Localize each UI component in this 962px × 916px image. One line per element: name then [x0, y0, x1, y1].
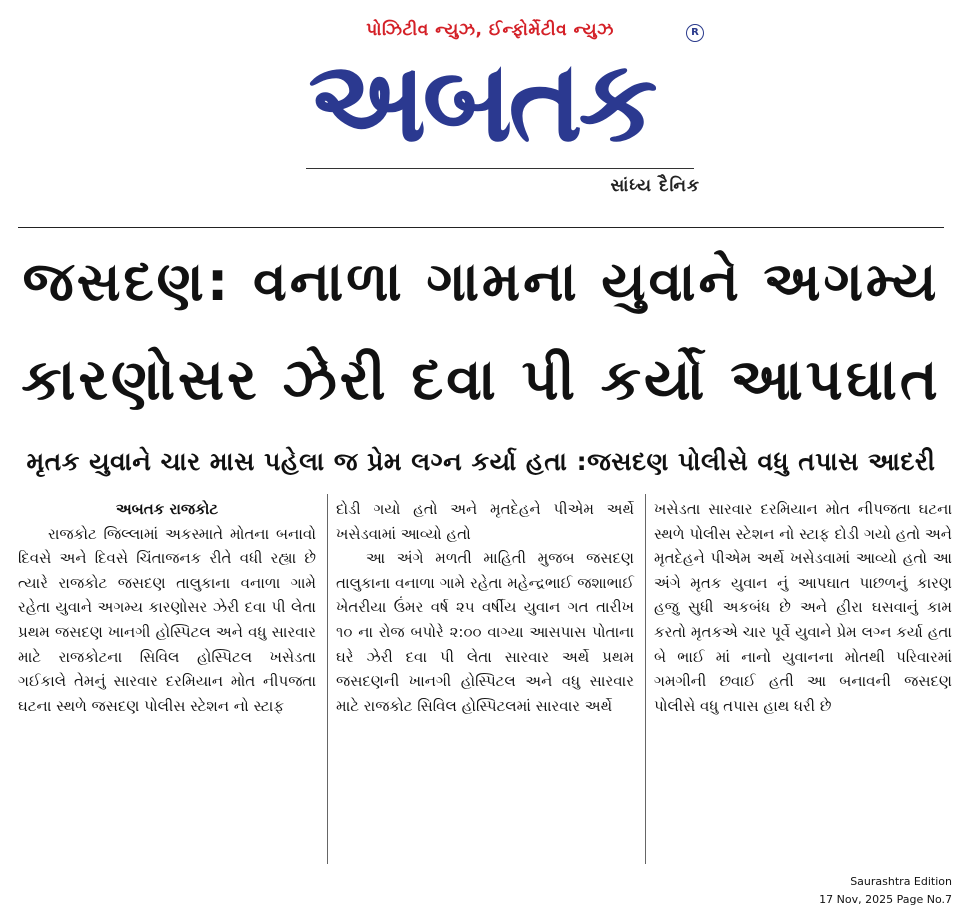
article-paragraph: ખસેડતા સારવાર દરમિયાન મોત નીપજતા ઘટના સ્થળે પોલીસ સ્ટેશન નો સ્ટાફ દોડી ગયો હતો અને મૃતદેહને પીએમ અર્થે ખસેડવામાં આવ્યો હતો આ અંગે મૃતક યુવાન નું આપઘાત પાછળનું કારણ હજુ સુધી અકબંધ છે અને હીરા ઘસવાનું કામ કરતો મૃતકએ ચાર પૂર્વે યુવાને પ્રેમ લગ્ન કર્યા હતા બે ભાઈ માં નાનો યુવાનના મોતથી પરિવારમાં ગમગીની છવાઈ હતી આ બનાવની જસદણ પોલીસે વધુ તપાસ હાથ ધરી છે — [654, 500, 952, 715]
edition-date-page: 17 Nov, 2025 Page No.7 — [819, 893, 952, 906]
article-column-3 — [654, 497, 952, 863]
column-divider — [327, 494, 328, 864]
subheadline: મૃતક યુવાને ચાર માસ પહેલા જ પ્રેમ લગ્ન કર્યા હતા :જસદણ પોલીસે વધુ તપાસ આદરી — [26, 447, 936, 476]
masthead-subtitle: સાંધ્ય દૈનિક — [610, 176, 700, 196]
article-paragraph: દોડી ગયો હતો અને મૃતદેહને પીએમ અર્થે ખસેડવામાં આવ્યો હતો — [336, 500, 634, 543]
headline-line-1: જસદણ: વનાળા ગામના યુવાને અગમ્ય — [22, 250, 940, 313]
article-column-2 — [336, 497, 634, 863]
newspaper-logo: અબતક — [308, 38, 654, 166]
header-divider — [18, 227, 944, 228]
byline: અબતક રાજકોટ — [115, 500, 219, 518]
headline-line-2: કારણોસર ઝેરી દવા પી કર્યો આપઘાત — [21, 347, 941, 413]
column-divider — [645, 494, 646, 864]
edition-name: Saurashtra Edition — [850, 875, 952, 888]
registered-mark-icon: R — [686, 24, 704, 42]
article-paragraph: આ અંગે મળતી માહિતી મુજબ જસદણ તાલુકાના વનાળા ગામે રહેતા મહેન્દ્રભાઈ જશાભાઈ ખેતરીયા ઉંમર વર્ષ ૨૫ વર્ષીય યુવાન ગત તારીખ ૧૦ ના રોજ બપોરે ૨:૦૦ વાગ્યા આસપાસ પોતાના ઘરે ઝેરી દવા પી લેતા સારવાર અર્થે પ્રથમ જસદણની ખાનગી હોસ્પિટલ અને વધુ સારવાર માટે રાજકોટ સિવિલ હોસ્પિટલમાં સારવાર અર્થે — [336, 549, 634, 715]
article-column-1 — [18, 497, 316, 863]
masthead — [0, 0, 962, 215]
logo-divider — [306, 168, 694, 169]
article-paragraph: રાજકોટ જિલ્લામાં અકસ્માતે મોતના બનાવો દિવસે અને દિવસે ચિંતાજનક રીતે વધી રહ્યા છે ત્યારે રાજકોટ જસદણ તાલુકાના વનાળા ગામે રહેતા યુવાને અગમ્ય કારણોસર ઝેરી દવા પી લેતા પ્રથમ જસદણ ખાનગી હોસ્પિટલ અને વધુ સારવાર માટે રાજકોટના સિવિલ હોસ્પિટલ ખસેડતા ગઈકાલે તેમનું સારવાર દરમિયાન મોત નીપજતા ઘટના સ્થળે જસદણ પોલીસ સ્ટેશન નો સ્ટાફ — [18, 524, 316, 715]
edition-info — [752, 873, 952, 909]
masthead-tagline: પોઝિટીવ ન્યુઝ, ઈન્ફોર્મેટીવ ન્યુઝ — [366, 20, 614, 40]
